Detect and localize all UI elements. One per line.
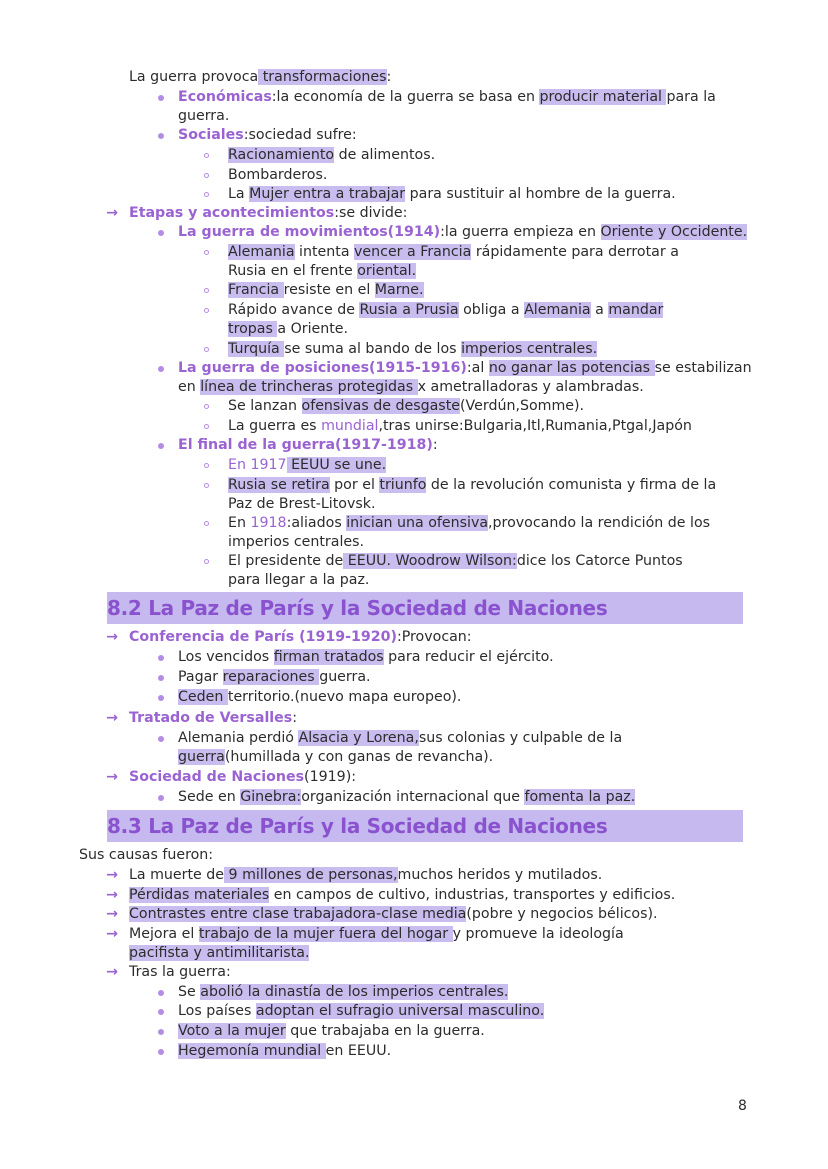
bullet-dot: [158, 1009, 164, 1015]
arrow-icon: →: [106, 926, 118, 942]
final-item-2-cont: Paz de Brest-Litovsk.: [228, 496, 376, 512]
sub-bullet: [204, 153, 209, 158]
tras-item-1: Se abolió la dinastía de los imperios centrales.: [178, 984, 509, 1000]
social-item-3: La Mujer entra a trabajar para sustituir al hombre de la guerra.: [228, 186, 676, 202]
posiciones-line-2: en línea de trincheras protegidas x ametralladoras y alambradas.: [178, 379, 644, 395]
sub-bullet: [204, 559, 209, 564]
sub-bullet: [204, 173, 209, 178]
bullet-dot: [158, 133, 164, 139]
sub-bullet: [204, 483, 209, 488]
sociales-line: Sociales:sociedad sufre:: [178, 127, 357, 143]
bullet-dot: [158, 990, 164, 996]
conf-item-1: Los vencidos firman tratados para reducir el ejército.: [178, 649, 554, 665]
bullet-dot: [158, 443, 164, 449]
sub-bullet: [204, 192, 209, 197]
arrow-icon: →: [106, 769, 118, 785]
vers-item-1: Alemania perdió Alsacia y Lorena,sus colonias y culpable de la: [178, 730, 623, 746]
posiciones-line: La guerra de posiciones(1915-1916):al no ganar las potencias se estabilizan: [178, 360, 752, 376]
economicas-line: Económicas:la economía de la guerra se basa en producir material para la: [178, 89, 716, 105]
bullet-dot: [158, 95, 164, 101]
mov-item-4: Turquía se suma al bando de los imperios centrales.: [228, 341, 598, 357]
sub-bullet: [204, 521, 209, 526]
arrow-icon: →: [106, 629, 118, 645]
final-item-3: En 1918:aliados inician una ofensiva,provocando la rendición de los: [228, 515, 711, 531]
causas-intro: Sus causas fueron:: [79, 847, 214, 863]
sub-bullet: [204, 404, 209, 409]
mov-item-1-cont: Rusia en el frente oriental.: [228, 263, 417, 279]
versalles-line: Tratado de Versalles:: [129, 710, 298, 726]
final-item-1: En 1917 EEUU se une.: [228, 457, 387, 473]
movimientos-line: La guerra de movimientos(1914):la guerra empieza en Oriente y Occidente.: [178, 224, 748, 240]
bullet-dot: [158, 655, 164, 661]
final-item-3-cont: imperios centrales.: [228, 534, 365, 550]
mov-item-3-cont: tropas a Oriente.: [228, 321, 349, 337]
arrow-icon: →: [106, 710, 118, 726]
arrow-icon: →: [106, 867, 118, 883]
vers-item-1-cont: guerra(humillada y con ganas de revancha).: [178, 749, 494, 765]
soc-item-1: Sede en Ginebra:organización internacional que fomenta la paz.: [178, 789, 636, 805]
causa-4-cont: pacifista y antimilitarista.: [129, 945, 310, 961]
tras-item-2: Los países adoptan el sufragio universal masculino.: [178, 1003, 545, 1019]
pos-item-2: La guerra es mundial,tras unirse:Bulgaria,Itl,Rumania,Ptgal,Japón: [228, 418, 692, 434]
sub-bullet: [204, 288, 209, 293]
etapas-line: Etapas y acontecimientos:se divide:: [129, 205, 408, 221]
mov-item-3: Rápido avance de Rusia a Prusia obliga a Alemania a mandar: [228, 302, 664, 318]
causa-5: Tras la guerra:: [129, 964, 231, 980]
section-heading-8-2: 8.2 La Paz de París y la Sociedad de Naciones: [107, 596, 608, 620]
arrow-icon: →: [106, 906, 118, 922]
social-item-2: Bombarderos.: [228, 167, 328, 183]
bullet-dot: [158, 675, 164, 681]
tras-item-3: Voto a la mujer que trabajaba en la guerra.: [178, 1023, 485, 1039]
conferencia-line: Conferencia de París (1919-1920):Provocan:: [129, 629, 472, 645]
bullet-dot: [158, 230, 164, 236]
sociedad-line: Sociedad de Naciones(1919):: [129, 769, 357, 785]
bullet-dot: [158, 366, 164, 372]
final-item-4: El presidente de EEUU. Woodrow Wilson:dice los Catorce Puntos: [228, 553, 683, 569]
bullet-dot: [158, 1029, 164, 1035]
sub-bullet: [204, 347, 209, 352]
causa-1: La muerte de 9 millones de personas,muchos heridos y mutilados.: [129, 867, 603, 883]
causa-2: Pérdidas materiales en campos de cultivo, industrias, transportes y edificios.: [129, 887, 676, 903]
page-number: 8: [738, 1098, 747, 1114]
bullet-dot: [158, 1049, 164, 1055]
conf-item-3: Ceden territorio.(nuevo mapa europeo).: [178, 689, 462, 705]
tras-item-4: Hegemonía mundial en EEUU.: [178, 1043, 392, 1059]
pos-item-1: Se lanzan ofensivas de desgaste(Verdún,Somme).: [228, 398, 585, 414]
sub-bullet: [204, 424, 209, 429]
causa-3: Contrastes entre clase trabajadora-clase media(pobre y negocios bélicos).: [129, 906, 658, 922]
section-heading-8-3: 8.3 La Paz de París y la Sociedad de Naciones: [107, 814, 608, 838]
bullet-dot: [158, 695, 164, 701]
final-item-2: Rusia se retira por el triunfo de la revolución comunista y firma de la: [228, 477, 717, 493]
social-item-1: Racionamiento de alimentos.: [228, 147, 436, 163]
final-item-4-cont: para llegar a la paz.: [228, 572, 370, 588]
sub-bullet: [204, 250, 209, 255]
sub-bullet: [204, 308, 209, 313]
causa-4: Mejora el trabajo de la mujer fuera del hogar y promueve la ideología: [129, 926, 624, 942]
intro-line: La guerra provoca transformaciones:: [129, 69, 392, 85]
mov-item-2: Francia resiste en el Marne.: [228, 282, 424, 298]
arrow-icon: →: [106, 964, 118, 980]
bullet-dot: [158, 795, 164, 801]
arrow-icon: →: [106, 205, 118, 221]
sub-bullet: [204, 463, 209, 468]
economicas-line-2: guerra.: [178, 108, 230, 124]
arrow-icon: →: [106, 887, 118, 903]
mov-item-1: Alemania intenta vencer a Francia rápidamente para derrotar a: [228, 244, 679, 260]
final-line: El final de la guerra(1917-1918):: [178, 437, 438, 453]
conf-item-2: Pagar reparaciones guerra.: [178, 669, 371, 685]
bullet-dot: [158, 736, 164, 742]
